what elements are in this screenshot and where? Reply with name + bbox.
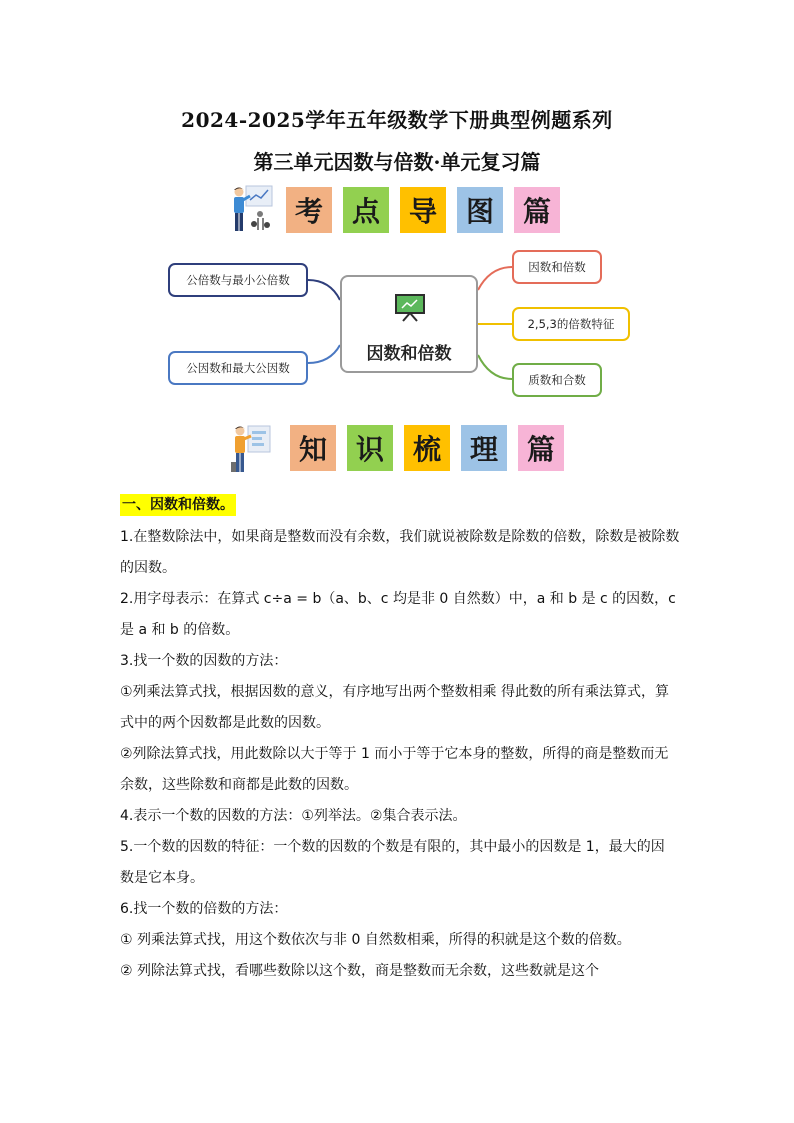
banner2-char-1: 知 xyxy=(290,425,336,471)
paragraph-8: 6.找一个数的倍数的方法： xyxy=(120,901,288,917)
paragraph-6: 4.表示一个数的因数的方法：①列举法。②集合表示法。 xyxy=(120,808,467,824)
banner2-char-3: 梳 xyxy=(404,425,450,471)
node-common-multiples: 公倍数与最小公倍数 xyxy=(168,263,308,297)
section-factors-multiples xyxy=(120,494,682,987)
paragraph-4: ①列乘法算式找，根据因数的意义，有序地写出两个整数相乘 得此数的所有乘法算式，算式中的两个因数都是此数的因数。 xyxy=(120,684,669,731)
banner2-char-2: 识 xyxy=(347,425,393,471)
banner-knowledge xyxy=(0,422,794,474)
node-prime-composite: 质数和合数 xyxy=(512,363,602,397)
teacher-with-board-icon xyxy=(230,184,274,236)
node-factors-multiples: 因数和倍数 xyxy=(512,250,602,284)
presentation-board-icon xyxy=(394,293,426,323)
banner-char-5: 篇 xyxy=(514,187,560,233)
section-heading: 一、因数和倍数。 xyxy=(120,494,236,516)
paragraph-5: ②列除法算式找，用此数除以大于等于 1 而小于等于它本身的整数，所得的商是整数而无余数，这些除数和商都是此数的因数。 xyxy=(120,746,669,793)
paragraph-9: ① 列乘法算式找，用这个数依次与非 0 自然数相乘，所得的积就是这个数的倍数。 xyxy=(120,932,631,948)
paragraph-1: 1.在整数除法中，如果商是整数而没有余数，我们就说被除数是除数的倍数，除数是被除数的因数。 xyxy=(120,529,680,576)
banner-exam-map xyxy=(0,184,794,236)
center-label: 因数和倍数 xyxy=(366,344,452,364)
mindmap xyxy=(160,245,640,405)
banner-char-3: 导 xyxy=(400,187,446,233)
banner2-char-4: 理 xyxy=(461,425,507,471)
paragraph-3: 3.找一个数的因数的方法： xyxy=(120,653,288,669)
teacher-with-chart-icon xyxy=(230,422,274,476)
banner-char-2: 点 xyxy=(343,187,389,233)
document-subtitle: 第三单元因数与倍数·单元复习篇 xyxy=(253,150,541,174)
paragraph-2: 2.用字母表示：在算式 c÷a = b（a、b、c 均是非 0 自然数）中，a 和 b 是 c 的因数，c 是 a 和 b 的倍数。 xyxy=(120,591,676,638)
paragraph-7: 5.一个数的因数的特征：一个数的因数的个数是有限的，其中最小的因数是 1，最大的因 数是它本身。 xyxy=(120,839,665,886)
banner-char-4: 图 xyxy=(457,187,503,233)
banner2-char-5: 篇 xyxy=(518,425,564,471)
paragraph-10: ② 列除法算式找，看哪些数除以这个数，商是整数而无余数，这些数就是这个 xyxy=(120,963,599,979)
node-multiple-traits: 2,5,3的倍数特征 xyxy=(512,307,630,341)
node-center xyxy=(340,275,478,373)
document-title: 2024-2025学年五年级数学下册典型例题系列 xyxy=(181,108,613,132)
node-common-factors: 公因数和最大公因数 xyxy=(168,351,308,385)
banner-char-1: 考 xyxy=(286,187,332,233)
